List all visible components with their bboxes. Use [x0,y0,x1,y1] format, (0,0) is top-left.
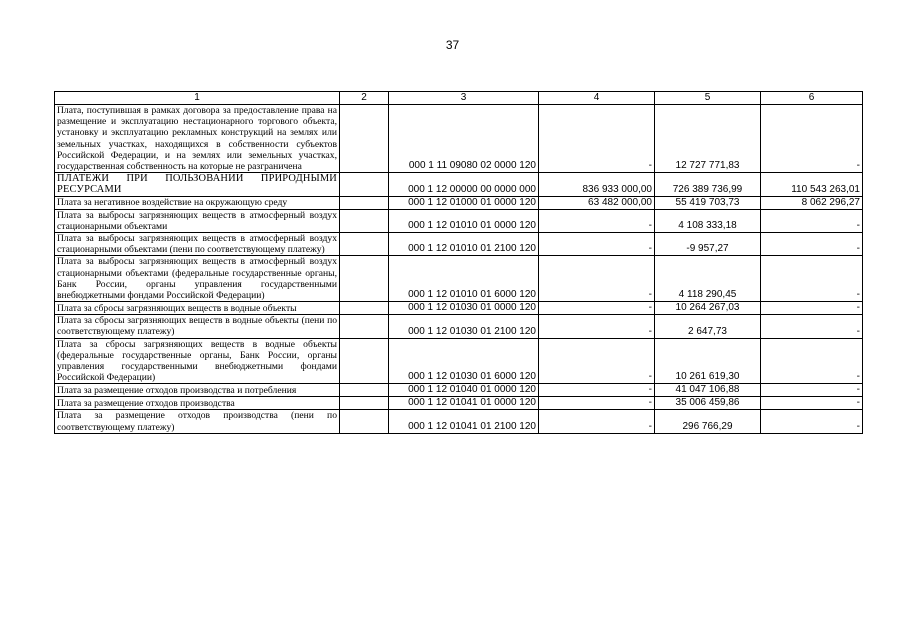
table-row [55,410,863,433]
row-code: 000 1 12 01030 01 6000 120 [389,338,539,384]
row-col6: - [761,302,863,315]
row-col6: - [761,209,863,232]
row-description [55,338,340,384]
table-row [55,384,863,397]
row-description-text: ПЛАТЕЖИ ПРИ ПОЛЬЗОВАНИИ ПРИРОДНЫМИ РЕСУРСАМИ [57,173,337,196]
row-col2 [340,233,389,256]
row-description [55,209,340,232]
row-col6: - [761,384,863,397]
row-col5: 10 261 619,30 [655,338,761,384]
row-description-text: Плата за размещение отходов производства [57,398,235,410]
row-col4: - [539,233,655,256]
row-description [55,173,340,196]
column-header-5: 5 [655,92,761,105]
row-col2 [340,338,389,384]
row-col4: 836 933 000,00 [539,173,655,196]
row-col4: - [539,384,655,397]
row-code: 000 1 12 01030 01 2100 120 [389,315,539,338]
row-col2 [340,173,389,196]
row-description [55,397,340,410]
table-row [55,315,863,338]
row-col6: - [761,233,863,256]
row-description [55,384,340,397]
row-description [55,256,340,302]
row-code: 000 1 12 01010 01 6000 120 [389,256,539,302]
row-description-text: Плата за негативное воздействие на окружающую среду [57,197,288,209]
row-description [55,410,340,433]
row-col4: - [539,338,655,384]
budget-table [54,91,863,434]
row-col4: - [539,105,655,173]
row-col5: 726 389 736,99 [655,173,761,196]
row-description [55,105,340,173]
row-col5: 296 766,29 [655,410,761,433]
table-row [55,397,863,410]
table-row [55,302,863,315]
row-code: 000 1 12 00000 00 0000 000 [389,173,539,196]
row-col6: - [761,256,863,302]
page-number: 37 [445,38,460,52]
column-header-2: 2 [340,92,389,105]
row-description-text: Плата за выбросы загрязняющих веществ в атмосферный воздух стационарными объектами (федеральные государственные органы, Банк России, органы управления государственными внебюджетными фондами Российской Федерации) [57,256,337,302]
table-row [55,105,863,173]
column-header-6: 6 [761,92,863,105]
row-col2 [340,302,389,315]
row-col5: 55 419 703,73 [655,196,761,209]
row-col2 [340,256,389,302]
row-col6: - [761,397,863,410]
row-code: 000 1 12 01041 01 2100 120 [389,410,539,433]
row-col4: 63 482 000,00 [539,196,655,209]
row-col2 [340,315,389,338]
row-col2 [340,397,389,410]
row-col6: - [761,105,863,173]
row-description-text: Плата за выбросы загрязняющих веществ в атмосферный воздух стационарными объектами [57,209,337,232]
row-col2 [340,196,389,209]
row-description [55,233,340,256]
row-col4: - [539,397,655,410]
table-row [55,196,863,209]
table-row [55,256,863,302]
row-col4: - [539,302,655,315]
row-description [55,196,340,209]
row-col6: - [761,410,863,433]
row-description-text: Плата за сбросы загрязняющих веществ в водные объекты (пени по соответствующему платежу) [57,315,337,338]
row-description-text: Плата за размещение отходов производства (пени по соответствующему платежу) [57,410,337,433]
row-col4: - [539,410,655,433]
row-col5: -9 957,27 [655,233,761,256]
row-code: 000 1 12 01040 01 0000 120 [389,384,539,397]
row-code: 000 1 12 01010 01 2100 120 [389,233,539,256]
table-row [55,233,863,256]
row-description-text: Плата за сбросы загрязняющих веществ в водные объекты (федеральные государственные органы, Банк России, органы управления государственными внебюджетными фондами Российской Федерации) [57,338,337,384]
table-row [55,173,863,196]
row-col5: 2 647,73 [655,315,761,338]
row-code: 000 1 12 01000 01 0000 120 [389,196,539,209]
row-description [55,315,340,338]
row-description-text: Плата, поступившая в рамках договора за предоставление права на размещение и эксплуатацию нестационарного торгового объекта, установку и эксплуатацию рекламных конструкций на землях или земельных участках, находящихся в собственности субъектов Российской Федерации, и на землях или земельных участках, государственная собственность на которые не разграничена [57,105,337,173]
table-row [55,209,863,232]
row-col2 [340,384,389,397]
row-col4: - [539,256,655,302]
table-row [55,338,863,384]
row-col5: 4 118 290,45 [655,256,761,302]
column-header-3: 3 [389,92,539,105]
row-description-text: Плата за выбросы загрязняющих веществ в атмосферный воздух стационарными объектами (пени по соответствующему платежу) [57,233,337,256]
table-header-row [55,92,863,105]
row-code: 000 1 12 01010 01 0000 120 [389,209,539,232]
column-header-4: 4 [539,92,655,105]
row-col6: 110 543 263,01 [761,173,863,196]
row-col6: 8 062 296,27 [761,196,863,209]
row-col6: - [761,338,863,384]
row-col5: 4 108 333,18 [655,209,761,232]
column-header-1: 1 [55,92,340,105]
row-col2 [340,209,389,232]
row-col5: 41 047 106,88 [655,384,761,397]
row-col6: - [761,315,863,338]
row-description-text: Плата за сбросы загрязняющих веществ в водные объекты [57,303,297,315]
row-col5: 10 264 267,03 [655,302,761,315]
row-col2 [340,410,389,433]
row-col4: - [539,209,655,232]
row-description-text: Плата за размещение отходов производства и потребления [57,385,297,397]
row-col4: - [539,315,655,338]
row-code: 000 1 11 09080 02 0000 120 [389,105,539,173]
row-col5: 12 727 771,83 [655,105,761,173]
row-col5: 35 006 459,86 [655,397,761,410]
row-code: 000 1 12 01030 01 0000 120 [389,302,539,315]
row-description [55,302,340,315]
row-code: 000 1 12 01041 01 0000 120 [389,397,539,410]
row-col2 [340,105,389,173]
